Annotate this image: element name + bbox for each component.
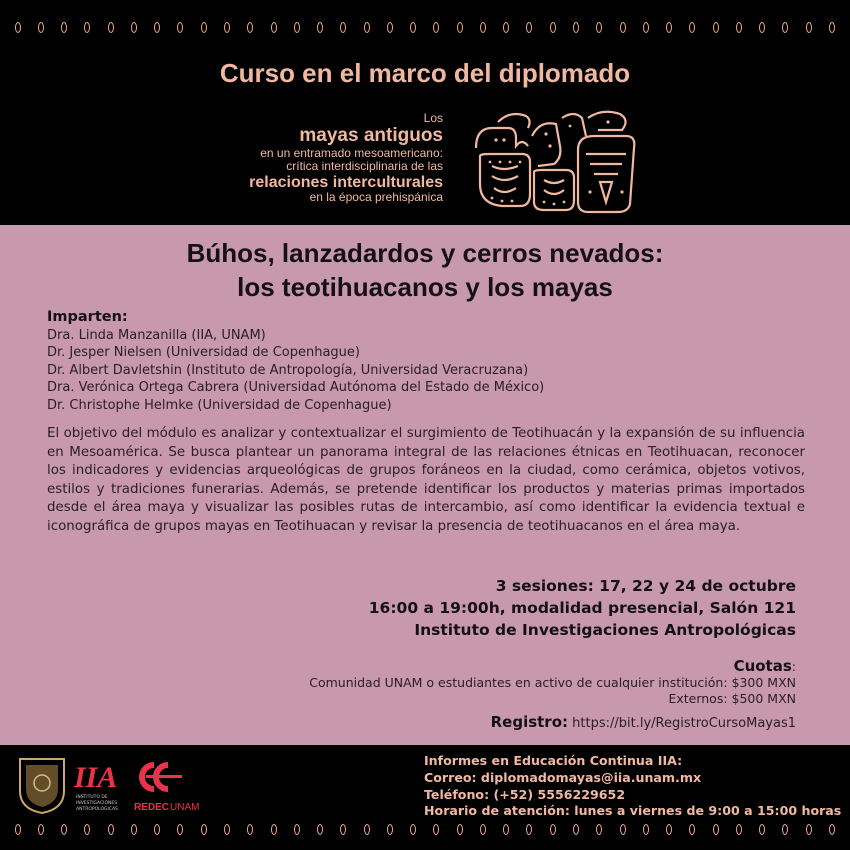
institution-logos: [18, 755, 218, 815]
unam-shield-icon: [20, 759, 64, 813]
speaker-item: Dr. Albert Davletshin (Instituto de Antropología, Universidad Veracruzana): [47, 362, 529, 378]
course-description: El objetivo del módulo es analizar y contextualizar el surgimiento de Teotihuacán y la expansión de su influencia en Mesoamérica. Se busca plantear un panorama integral de las relaciones étnicas en Teotihuacan, reconocer los indicadores y evidencias arqueológicas de grupos foráneos en la ciudad, como cerámica, objetos votivos, estilos y tradiciones funerarias. Además, se pretende identificar los productos y materias primas importados desde el área maya y visualizar las posibles rutas de intercambio, así como identificar la evidencia textual e iconográfica de grupos mayas en Teotihuacan y revisar la presencia de teotihuacanos en el área maya.: [47, 426, 805, 534]
decorative-dots-bottom: [0, 822, 850, 836]
diplomado-line-4: crítica interdisciplinaria de las: [286, 159, 443, 174]
sessions-institute: Instituto de Investigaciones Antropológicas: [414, 621, 796, 639]
contact-hours: Horario de atención: lunes a viernes de 9:00 a 15:00 horas: [424, 803, 842, 819]
speakers-label: Imparten:: [47, 309, 128, 325]
registration-label: Registro:: [490, 713, 569, 731]
course-title-line-1: Búhos, lanzadardos y cerros nevados:: [186, 238, 664, 268]
registration-link[interactable]: https://bit.ly/RegistroCursoMayas1: [572, 716, 796, 731]
speaker-item: Dra. Verónica Ortega Cabrera (Universidad Autónoma del Estado de México): [47, 380, 545, 395]
diplomado-line-2: mayas antiguos: [299, 125, 443, 147]
fees-label: Cuotas: [733, 657, 792, 675]
speaker-item: Dr. Jesper Nielsen (Universidad de Copenhague): [47, 345, 360, 360]
diplomado-line-3: en un entramado mesoamericano:: [260, 145, 443, 160]
contact-email: Correo: diplomadomayas@iia.unam.mx: [424, 769, 702, 785]
header-title: Curso en el marco del diplomado: [219, 58, 631, 88]
redec-text: REDEC: [134, 802, 170, 813]
contact-heading: Informes en Educación Continua IIA:: [424, 753, 683, 768]
diplomado-line-1: Los: [423, 111, 443, 125]
iia-logo-text: IIA: [74, 761, 118, 794]
diplomado-title-block: [200, 112, 443, 205]
speakers-list: [47, 309, 544, 414]
redec-logo-icon: [142, 765, 182, 789]
contact-phone: Teléfono: (+52) 5556229652: [424, 786, 626, 802]
iia-sub-3: ANTROPOLÓGICAS: [76, 807, 118, 812]
fee-unam: Comunidad UNAM o estudiantes en activo de cualquier institución: $300 MXN: [309, 675, 796, 690]
unam-text: UNAM: [170, 802, 200, 813]
diplomado-line-5: relaciones interculturales: [249, 173, 443, 191]
speaker-item: Dr. Christophe Helmke (Universidad de Copenhague): [47, 397, 392, 413]
iia-sub-2: INVESTIGACIONES: [76, 801, 118, 806]
main-panel: [0, 225, 850, 745]
iia-sub-1: INSTITUTO DE: [76, 795, 108, 800]
sessions-dates: 3 sesiones: 17, 22 y 24 de octubre: [495, 577, 796, 595]
fees-info: [309, 658, 796, 707]
fees-colon: :: [791, 659, 796, 674]
speaker-item: Dra. Linda Manzanilla (IIA, UNAM): [47, 327, 266, 343]
course-title-line-2: los teotihuacanos y los mayas: [237, 271, 613, 302]
registration: [491, 713, 796, 731]
decorative-dots-top: [0, 20, 850, 34]
fee-external: Externos: $500 MXN: [668, 691, 796, 706]
sessions-info: [369, 575, 796, 641]
contact-info: [424, 753, 841, 820]
maya-glyph-icon: [470, 106, 640, 218]
course-title: [0, 237, 850, 305]
sessions-time-place: 16:00 a 19:00h, modalidad presencial, Salón 121: [368, 599, 796, 617]
diplomado-line-6: en la época prehispánica: [309, 190, 443, 205]
